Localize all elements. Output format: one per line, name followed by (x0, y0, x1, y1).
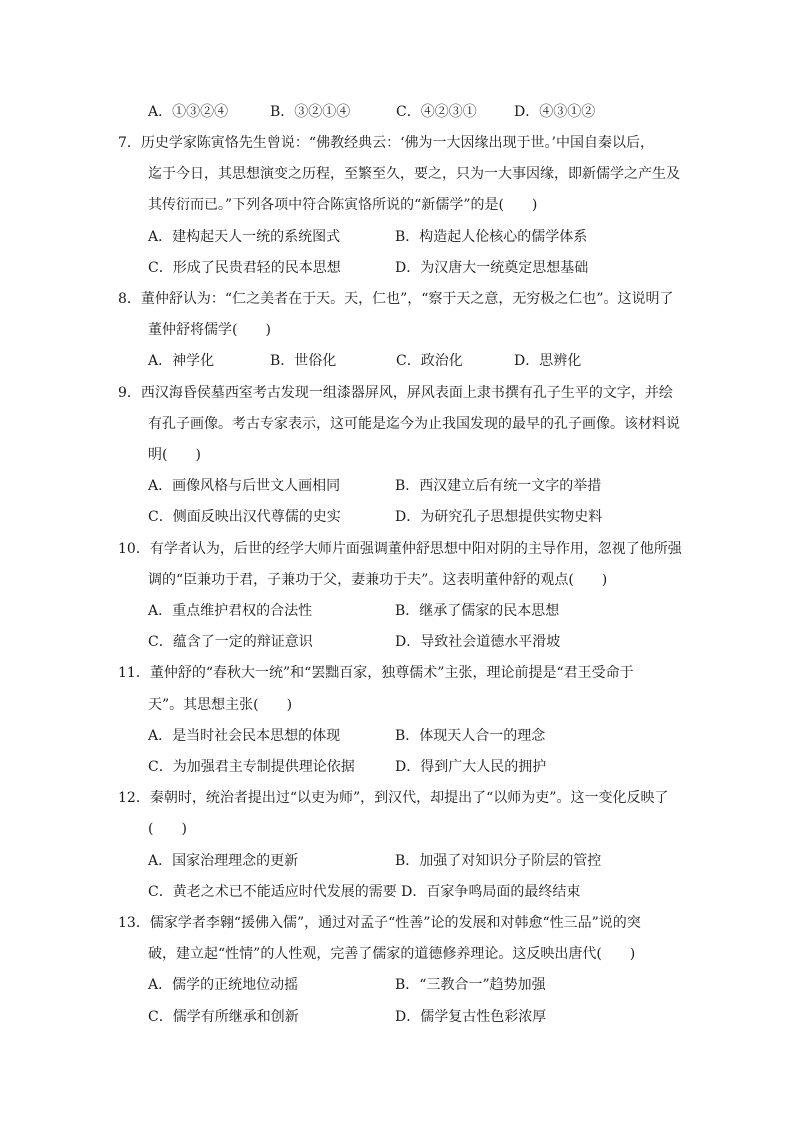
q7-stem-line-3: 其传衍而已。”下列各项中符合陈寅恪所说的“新儒学”的是( ) (148, 197, 538, 213)
q11-stem-line-2: 天”。其思想主张( ) (148, 697, 293, 713)
q13-option-a: A．儒学的正统地位动摇 (148, 977, 299, 993)
q10-option-b: B．继承了儒家的民本思想 (395, 603, 560, 619)
q12-stem-line-2: ( ) (148, 821, 187, 837)
q11-stem-line-1: 11．董仲舒的“春秋大一统”和“罢黜百家，独尊儒术”主张，理论前提是“君王受命于 (118, 665, 634, 681)
q13-option-b: B．“三教合一”趋势加强 (395, 977, 546, 993)
q9-option-c: C．侧面反映出汉代尊儒的史实 (148, 509, 341, 525)
q12-option-a: A．国家治理理念的更新 (148, 853, 299, 869)
q12-stem-line-1: 12．秦朝时，统治者提出过“以吏为师”，到汉代，却提出了“以师为吏”。这一变化反映了 (118, 790, 669, 806)
q13-stem-line-1: 13．儒家学者李翱“援佛入儒”，通过对孟子“性善”论的发展和对韩愈“性三品”说的突 (118, 915, 641, 931)
q8-option-d: D．思辨化 (514, 353, 582, 369)
q8-option-b: B．世俗化 (270, 353, 337, 369)
q7-option-c: C．形成了民贵君轻的民本思想 (148, 260, 341, 276)
q9-stem-line-1: 9．西汉海昏侯墓西室考古发现一组漆器屏风，屏风表面上隶书撰有孔子生平的文字，并绘 (118, 385, 673, 401)
q11-option-a: A．是当时社会民本思想的体现 (148, 728, 341, 744)
q9-stem-line-3: 明( ) (148, 447, 201, 463)
q9-stem-line-2: 有孔子画像。考古专家表示，这可能是迄今为止我国发现的最早的孔子画像。该材料说 (148, 416, 680, 432)
q13-option-c: C．儒学有所继承和创新 (148, 1009, 299, 1025)
q8-stem-line-1: 8．董仲舒认为：“仁之美者在于天。天，仁也”，“察于天之意，无穷极之仁也”。这说明了 (118, 291, 674, 307)
q10-stem-line-2: 调的“臣兼功于君，子兼功于父，妻兼功于夫”。这表明董仲舒的观点( ) (148, 572, 608, 588)
q6-option-c: C．④②③① (396, 104, 477, 120)
q10-option-c: C．蕴含了一定的辩证意识 (148, 634, 313, 650)
q9-option-b: B．西汉建立后有统一文字的举措 (395, 478, 602, 494)
q7-stem-line-1: 7．历史学家陈寅恪先生曾说：“佛教经典云：‘佛为一大因缘出现于世。’中国自秦以后， (118, 135, 654, 151)
q11-option-b: B．体现天人合一的理念 (395, 728, 546, 744)
q6-option-b: B．③②①④ (270, 104, 351, 120)
q7-stem-line-2: 迄于今日，其思想演变之历程，至繁至久，要之，只为一大事因缘，即新儒学之产生及 (148, 166, 680, 182)
q10-stem-line-1: 10．有学者认为，后世的经学大师片面强调董仲舒思想中阳对阴的主导作用，忽视了他所强 (118, 541, 682, 557)
q8-stem-line-2: 董仲舒将儒学( ) (148, 322, 271, 338)
q9-option-d: D．为研究孔子思想提供实物史料 (395, 509, 603, 525)
q8-option-a: A．神学化 (148, 353, 215, 369)
q8-option-c: C．政治化 (396, 353, 463, 369)
q7-option-a: A．建构起天人一统的系统图式 (148, 229, 341, 245)
q7-option-b: B．构造起人伦核心的儒学体系 (395, 229, 588, 245)
q7-option-d: D．为汉唐大一统奠定思想基础 (395, 260, 589, 276)
q11-option-d: D．得到广大人民的拥护 (395, 759, 547, 775)
q6-option-d: D．④③①② (514, 104, 596, 120)
q9-option-a: A．画像风格与后世文人画相同 (148, 478, 341, 494)
q10-option-a: A．重点维护君权的合法性 (148, 603, 313, 619)
q13-stem-line-2: 破，建立起“性情”的人性观，完善了儒家的道德修养理论。这反映出唐代( ) (148, 946, 636, 962)
q6-option-a: A．①③②④ (148, 104, 229, 120)
q12-option-b: B．加强了对知识分子阶层的管控 (395, 853, 602, 869)
q12-option-c-d: C．黄老之术已不能适应时代发展的需要 D．百家争鸣局面的最终结束 (148, 884, 581, 900)
q13-option-d: D．儒学复古性色彩浓厚 (395, 1009, 547, 1025)
q10-option-d: D．导致社会道德水平滑坡 (395, 634, 561, 650)
q11-option-c: C．为加强君主专制提供理论依据 (148, 759, 355, 775)
